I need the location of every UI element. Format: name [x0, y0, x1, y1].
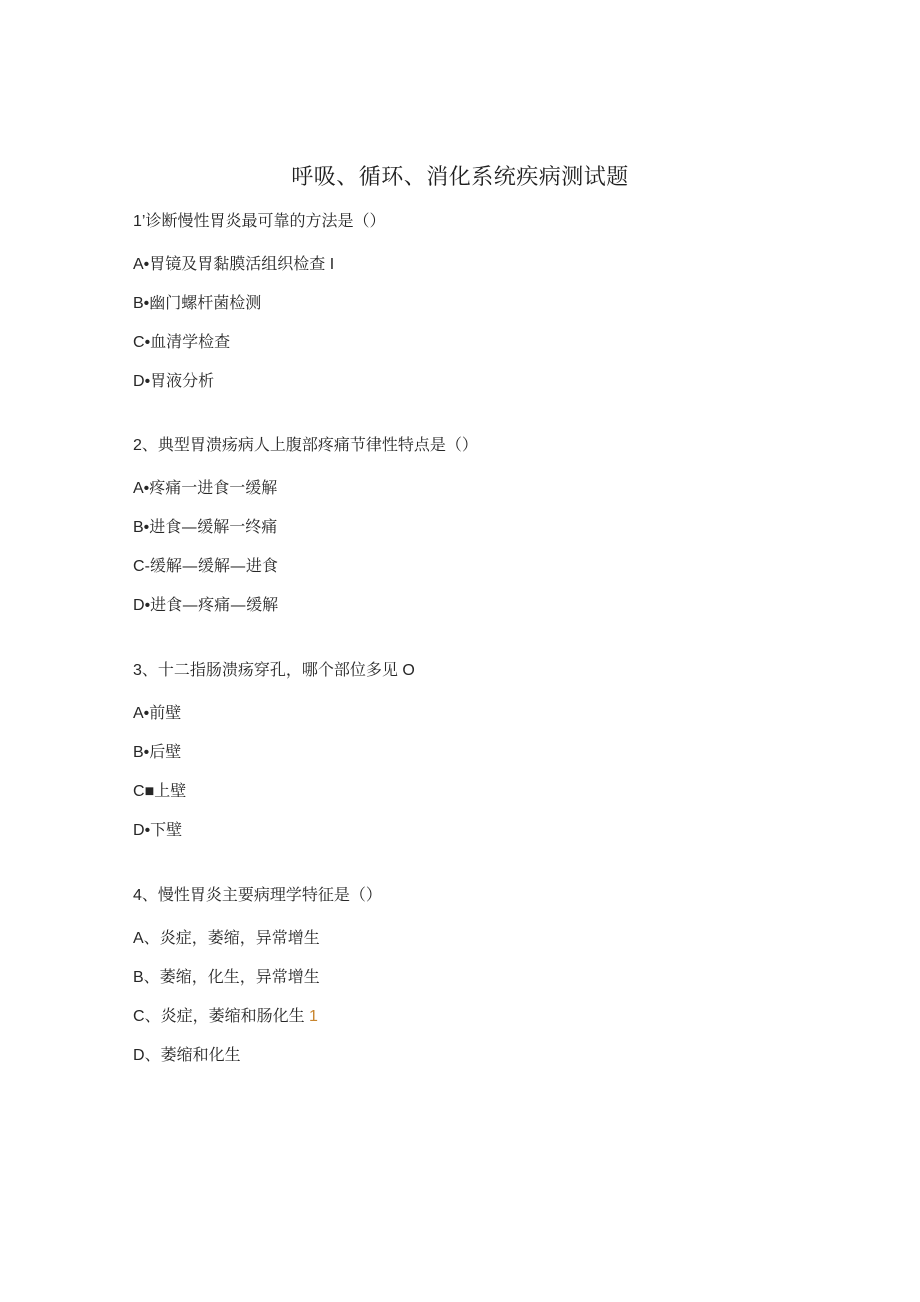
question-number: 4 — [133, 887, 142, 904]
option-a: A•前壁 — [133, 703, 182, 722]
question-4 — [133, 883, 833, 1082]
question-stem: 、慢性胃炎主要病理学特征是（） — [141, 885, 382, 904]
option-b: B、萎缩，化生，异常增生 — [133, 967, 320, 986]
question-2 — [133, 433, 833, 632]
question-text — [133, 883, 833, 907]
option-d: D•下壁 — [133, 820, 183, 839]
question-1 — [133, 209, 833, 408]
option-a: A•疼痛一进食一缓解 — [133, 478, 278, 497]
option-c: C、炎症，萎缩和肠化生 1 — [133, 1006, 318, 1025]
option-a: A、炎症，萎缩，异常增生 — [133, 928, 320, 947]
question-stem: 、十二指肠溃疡穿孔，哪个部位多见 — [141, 660, 398, 679]
option-c: C-缓解—缓解—进食 — [133, 556, 278, 575]
question-number: 1’ — [133, 213, 146, 230]
option-a: A•胃镜及胃黏膜活组织检查 I — [133, 254, 335, 273]
question-number: 2 — [133, 437, 142, 454]
option-b: B•幽门螺杆菌检测 — [133, 293, 262, 312]
question-stem: 、典型胃溃疡病人上腹部疼痛节律性特点是（） — [141, 435, 478, 454]
option-d: D•胃液分析 — [133, 371, 215, 390]
option-list — [133, 252, 833, 393]
option-list — [133, 926, 833, 1067]
question-stem: 诊断慢性胃炎最可靠的方法是（） — [145, 211, 386, 230]
option-d: D•进食—疼痛—缓解 — [133, 595, 279, 614]
option-c: C•血清学检查 — [133, 332, 231, 351]
option-b: B•后壁 — [133, 742, 182, 761]
option-list — [133, 476, 833, 617]
stray-mark: 1 — [304, 1008, 318, 1025]
question-number: 3 — [133, 662, 142, 679]
question-3 — [133, 658, 833, 857]
option-c: C■上壁 — [133, 781, 187, 800]
question-text — [133, 209, 833, 233]
option-d: D、萎缩和化生 — [133, 1045, 241, 1064]
question-text: 3、十二指肠溃疡穿孔，哪个部位多见 O — [133, 660, 415, 679]
question-text — [133, 433, 833, 457]
option-list — [133, 701, 833, 842]
document-title: 呼吸、循环、消化系统疾病测试题 — [291, 165, 629, 190]
option-b: B•进食—缓解一终痛 — [133, 517, 278, 536]
